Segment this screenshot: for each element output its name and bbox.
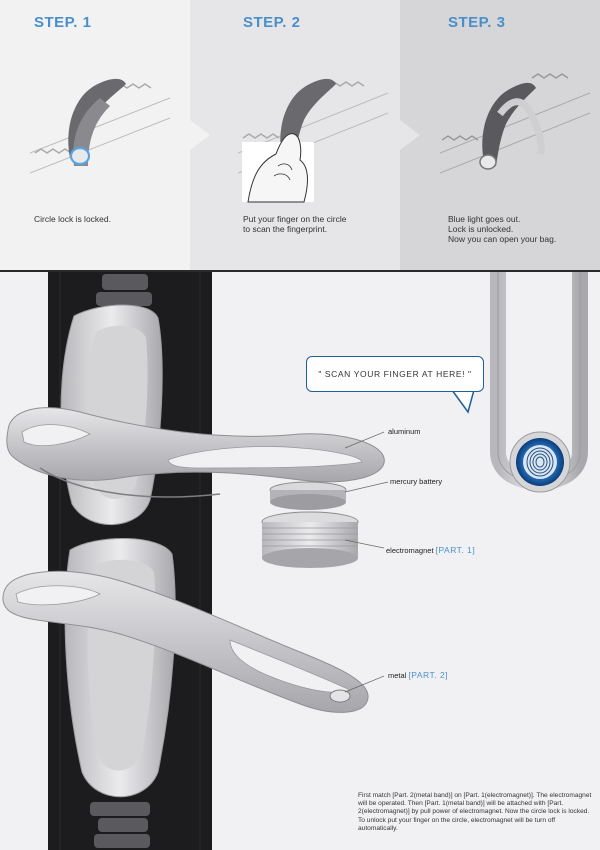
step-2-caption-line: to scan the fingerprint. (243, 224, 328, 234)
product-render (0, 272, 600, 850)
step-2-title: STEP. 2 (243, 14, 301, 31)
step-1-caption (34, 214, 111, 224)
step-3-title: STEP. 3 (448, 14, 506, 31)
label-aluminum (388, 427, 421, 436)
mechanism-description: First match [Part. 2(metal band)] on [Part. 1(electromagnet)]. The electromagnet will be operated. Then [Part. 1(metal band)] will be attached with [Part. 2(electromagnet)] by pull power of electromagnet. Now the circle lock is locked. To unlock put your finger on the circle, electromagnet will be turn off automatically. (358, 792, 592, 832)
step-divider-1 (190, 0, 214, 270)
step-3-caption-line: Now you can open your bag. (448, 234, 557, 244)
label-part-2: [PART. 2] (408, 670, 449, 680)
fingerprint-icon[interactable] (516, 438, 564, 486)
step-1-title: STEP. 1 (34, 14, 92, 31)
label-electromagnet-text: electromagnet (386, 546, 434, 555)
label-aluminum-text: aluminum (388, 427, 421, 436)
step-3-caption (448, 214, 556, 244)
step-3-caption-line: Blue light goes out. (448, 214, 521, 224)
label-battery (390, 477, 442, 486)
step-1-illustration (30, 58, 170, 198)
step-3-illustration (440, 58, 590, 198)
label-metal (388, 670, 448, 680)
step-divider-2 (400, 0, 424, 270)
step-1-caption-line: Circle lock is locked. (34, 214, 111, 224)
label-electromagnet (386, 545, 475, 555)
step-2-illustration (238, 58, 388, 203)
scan-callout-text: " SCAN YOUR FINGER AT HERE! " (318, 369, 472, 379)
label-metal-text: metal (388, 671, 407, 680)
scan-callout (306, 356, 484, 392)
step-2-caption-line: Put your finger on the circle (243, 214, 347, 224)
steps-band (0, 0, 600, 270)
label-part-1: [PART. 1] (435, 545, 476, 555)
step-2-caption (243, 214, 346, 234)
step-3-caption-line: Lock is unlocked. (448, 224, 514, 234)
label-battery-text: mercury battery (390, 477, 443, 486)
product-illustration (0, 272, 600, 850)
